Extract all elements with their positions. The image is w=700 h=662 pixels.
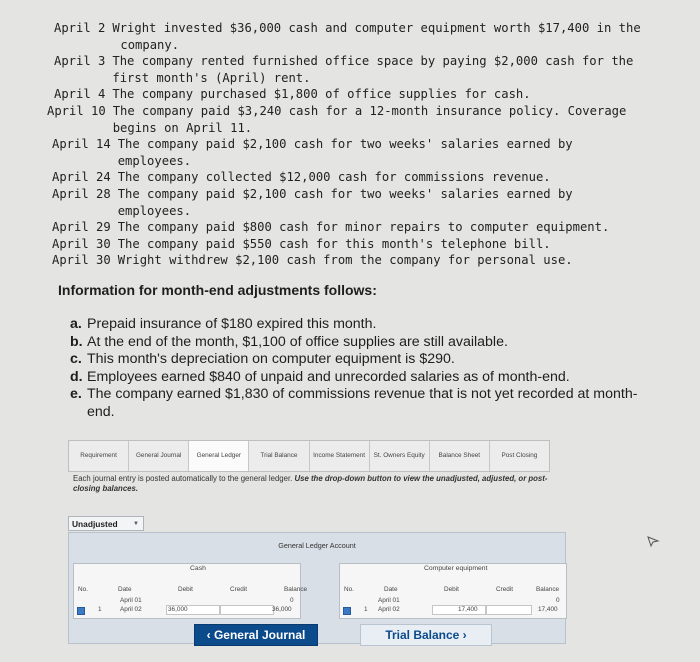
tab-requirement[interactable]: Requirement xyxy=(69,441,129,471)
transaction-date: April 30 xyxy=(52,236,111,251)
tab-trial-balance[interactable]: Trial Balance xyxy=(249,441,309,471)
transaction-date: April 4 xyxy=(54,87,106,102)
tab-income-statement[interactable]: Income Statement xyxy=(310,441,370,471)
adjustment-item xyxy=(70,369,650,387)
transaction xyxy=(52,136,684,169)
tab-general-journal[interactable]: General Journal xyxy=(129,441,189,471)
credit-field xyxy=(220,605,274,615)
account-name: Computer equipment xyxy=(424,565,488,572)
col-no: No. xyxy=(344,586,354,593)
col-balance: Balance xyxy=(284,586,308,593)
tab-post-closing[interactable]: Post Closing xyxy=(501,452,538,460)
credit-field xyxy=(486,605,532,615)
transaction-text: The company rented furnished office space by paying $2,000 cash for the first month's (April) rent. xyxy=(112,54,634,85)
row-date: April 02 xyxy=(378,606,400,613)
ledger-account-cash xyxy=(73,563,308,619)
row-balance: 0 xyxy=(556,597,560,604)
transaction-date: April 29 xyxy=(52,220,111,235)
adjustment-text: Prepaid insurance of $180 expired this month. xyxy=(87,316,377,332)
transaction-text: The company paid $800 cash for minor repairs to computer equipment. xyxy=(117,220,610,235)
next-trial-balance-button[interactable]: Trial Balance › xyxy=(360,624,492,646)
flag-icon xyxy=(77,607,85,615)
col-date: Date xyxy=(118,586,132,593)
transaction-date: April 14 xyxy=(52,137,111,152)
transaction-text: The company paid $550 cash for this month's telephone bill. xyxy=(117,236,551,251)
col-credit: Credit xyxy=(230,586,248,593)
transaction-text: Wright invested $36,000 cash and computer equipment worth $17,400 in the company. xyxy=(112,21,641,52)
col-debit: Debit xyxy=(444,586,459,593)
transaction xyxy=(52,252,684,269)
adjustment-letter: b. xyxy=(70,333,83,350)
row-balance: 36,000 xyxy=(272,606,292,613)
row-balance: 0 xyxy=(290,597,294,604)
transaction-date: April 24 xyxy=(52,170,111,185)
ledger-account-computer-equipment xyxy=(339,563,567,619)
adjustment-item xyxy=(70,386,650,421)
transaction xyxy=(52,219,684,236)
adjustment-letter: e. xyxy=(70,386,82,403)
transaction xyxy=(52,169,684,186)
adjustments-list xyxy=(70,316,650,422)
transaction-text: The company purchased $1,800 of office supplies for cash. xyxy=(112,87,531,102)
row-debit: 17,400 xyxy=(458,606,478,613)
row-debit: 36,000 xyxy=(168,606,188,613)
transaction-text: The company paid $2,100 cash for two weeks' salaries earned by employees. xyxy=(117,137,573,168)
tab-balance-sheet[interactable]: Balance Sheet xyxy=(430,441,490,471)
chevron-down-icon: ▼ xyxy=(133,520,139,527)
transaction-date: April 30 xyxy=(52,253,111,268)
adjustment-text: This month's depreciation on computer equipment is $290. xyxy=(87,351,455,368)
transaction xyxy=(52,236,684,253)
balance-view-dropdown[interactable] xyxy=(68,516,144,531)
transaction-date: April 28 xyxy=(52,186,111,201)
adjustment-letter: a. xyxy=(70,316,82,332)
adjustment-text: Employees earned $840 of unpaid and unrecorded salaries as of month-end. xyxy=(87,368,570,385)
hand-cursor-icon xyxy=(646,534,660,548)
row-date: April 02 xyxy=(120,606,142,613)
transaction-date: April 2 xyxy=(54,21,106,35)
adjustments-heading: Information for month-end adjustments follows: xyxy=(58,282,377,298)
row-no: 1 xyxy=(364,606,368,613)
transaction xyxy=(54,53,684,86)
adjustment-letter: c. xyxy=(70,351,82,368)
col-no: No. xyxy=(78,586,88,593)
transaction xyxy=(54,86,684,103)
row-no: 1 xyxy=(98,606,102,613)
transaction-date: April 3 xyxy=(54,54,106,69)
transaction-date: April 10 xyxy=(47,103,106,118)
adjustment-item xyxy=(70,334,650,352)
tab-general-ledger[interactable]: General Ledger xyxy=(189,441,249,471)
col-debit: Debit xyxy=(178,586,193,593)
transaction-text: The company paid $2,100 cash for two weeks' salaries earned by employees. xyxy=(117,186,573,218)
adjustment-text: The company earned $1,830 of commissions revenue that is not yet recorded at month-end. xyxy=(87,386,638,420)
prev-general-journal-button[interactable]: ‹ General Journal xyxy=(194,624,318,646)
ledger-instructions xyxy=(73,474,573,494)
col-credit: Credit xyxy=(496,586,514,593)
transaction xyxy=(52,186,684,219)
row-date: April 01 xyxy=(378,597,400,604)
transaction-text: The company collected $12,000 cash for commissions revenue. xyxy=(117,170,551,185)
adjustment-text: At the end of the month, $1,100 of office supplies are still available. xyxy=(87,333,508,350)
worksheet-tabs xyxy=(68,440,550,472)
account-name: Cash xyxy=(190,565,206,572)
tab-owners-equity[interactable]: St. Owners Equity xyxy=(370,441,430,471)
instructions-bold: Use the drop-down button to view the unadjusted, adjusted, or post-closing balances. xyxy=(73,474,548,493)
col-balance: Balance xyxy=(536,586,560,593)
row-date: April 01 xyxy=(120,597,142,604)
ledger-title: General Ledger Account xyxy=(278,541,356,550)
row-balance: 17,400 xyxy=(538,606,558,613)
instructions-plain: Each journal entry is posted automatically to the general ledger. xyxy=(73,474,293,483)
adjustment-item xyxy=(70,351,650,369)
adjustment-letter: d. xyxy=(70,368,83,385)
transaction-text: Wright withdrew $2,100 cash from the company for personal use. xyxy=(117,253,573,268)
transaction-text: The company paid $3,240 cash for a 12-month insurance policy. Coverage begins on April 11. xyxy=(112,103,627,135)
transactions-list xyxy=(47,20,684,269)
adjustment-item xyxy=(70,316,650,334)
transaction xyxy=(54,20,684,53)
dropdown-value: Unadjusted xyxy=(72,518,118,529)
flag-icon xyxy=(343,607,351,615)
transaction xyxy=(47,103,684,136)
col-date: Date xyxy=(384,586,398,593)
